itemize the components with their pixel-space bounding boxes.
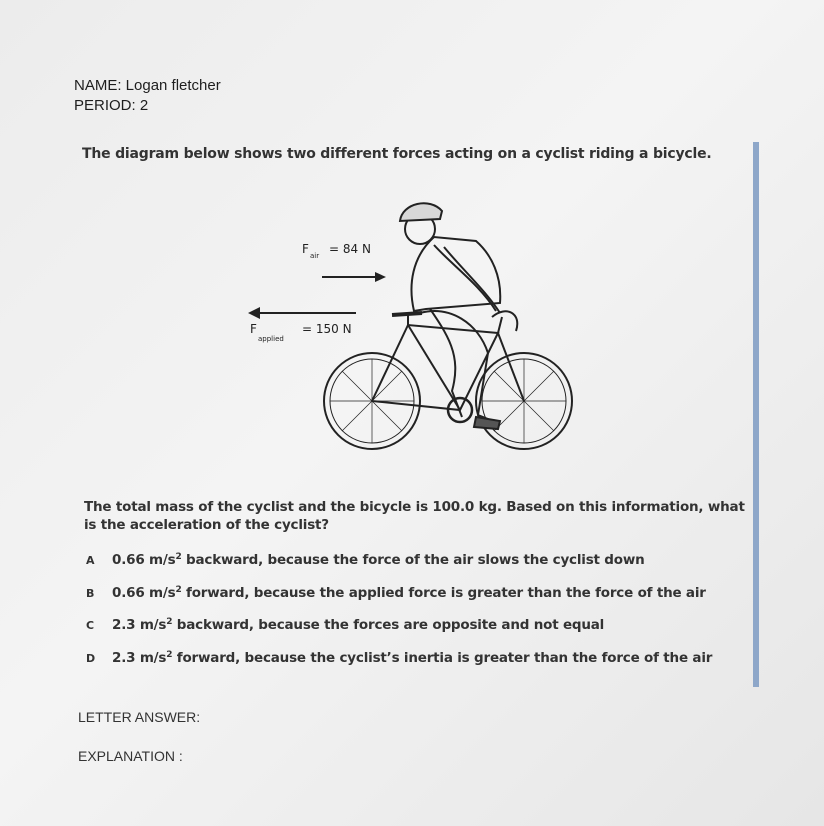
choice-text: backward, because the forces are opposite and not equal — [172, 617, 605, 633]
choice-letter: C — [86, 619, 94, 632]
choice-exponent: 2 — [175, 552, 182, 562]
choice-letter: D — [86, 651, 95, 665]
choice-text: backward, because the force of the air slows the cyclist down — [181, 552, 645, 568]
choice-value: 2.3 m/s — [112, 649, 167, 666]
choice-c[interactable] — [86, 617, 712, 650]
f-applied-arrowhead — [248, 307, 260, 319]
choice-value: 0.66 m/s — [112, 584, 176, 601]
margin-bar — [753, 142, 759, 687]
choice-text: forward, because the cyclist’s inertia is greater than the force of the air — [172, 649, 713, 666]
choice-exponent: 2 — [175, 584, 182, 595]
explanation-label: EXPLANATION : — [78, 748, 183, 764]
f-air-subscript: air — [310, 252, 320, 260]
choice-a[interactable] — [86, 552, 712, 585]
choice-value: 0.66 m/s — [112, 552, 176, 568]
choice-exponent: 2 — [166, 649, 173, 660]
answer-choices — [86, 552, 712, 682]
student-period: PERIOD: 2 — [74, 97, 149, 114]
student-name: NAME: Logan fletcher — [74, 77, 221, 94]
choice-value: 2.3 m/s — [112, 617, 167, 633]
f-applied-symbol: F — [250, 322, 257, 336]
choice-letter: B — [86, 586, 95, 600]
f-air-arrowhead — [375, 272, 386, 282]
choice-text: forward, because the applied force is greater than the force of the air — [181, 584, 706, 601]
letter-answer-label: LETTER ANSWER: — [78, 709, 201, 725]
f-applied-value: = 150 N — [302, 322, 352, 336]
bicycle-drawing — [324, 311, 572, 449]
f-applied-subscript: applied — [258, 335, 284, 343]
student-header — [74, 76, 221, 116]
intro-text: The diagram below shows two different forces acting on a cyclist riding a bicycle. — [82, 146, 712, 162]
question-text: The total mass of the cyclist and the bicycle is 100.0 kg. Based on this information, what is the acceleration of the cyclist? — [84, 499, 745, 533]
choice-b[interactable] — [86, 585, 712, 618]
f-air-symbol: F — [302, 242, 309, 256]
choice-exponent: 2 — [166, 617, 173, 627]
choice-d[interactable] — [86, 650, 712, 683]
choice-letter: A — [86, 554, 95, 567]
cyclist-force-diagram — [230, 185, 590, 475]
f-air-value: = 84 N — [329, 242, 371, 256]
